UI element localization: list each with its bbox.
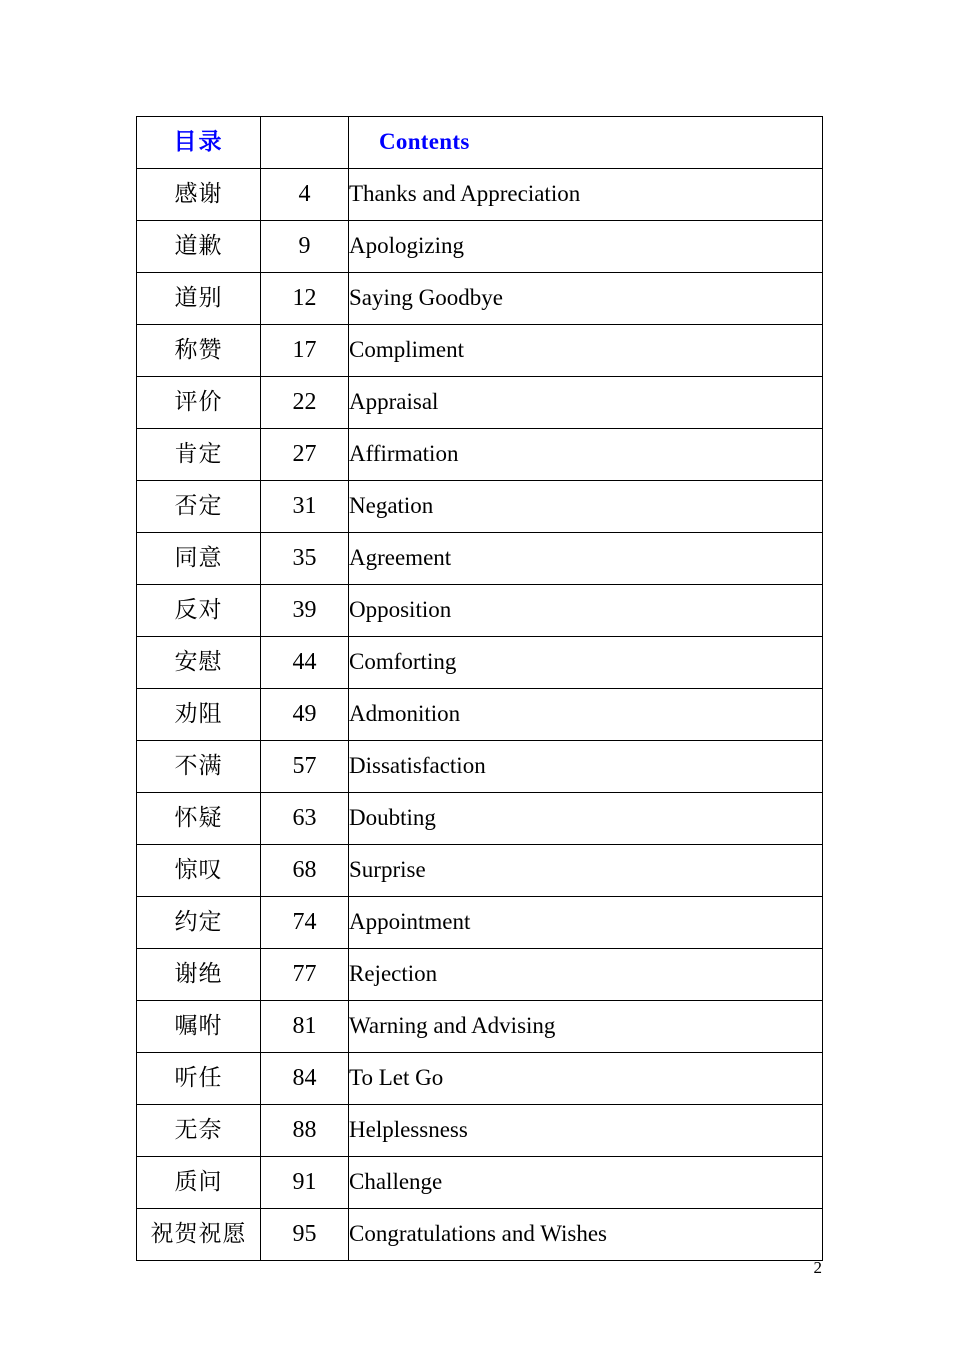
row-page-number: 22 <box>261 377 349 429</box>
row-page-number: 81 <box>261 1001 349 1053</box>
row-english-label: To Let Go <box>349 1053 823 1105</box>
page-number: 2 <box>813 1258 822 1277</box>
row-english-label: Comforting <box>349 637 823 689</box>
row-english-label: Appraisal <box>349 377 823 429</box>
row-page-number: 35 <box>261 533 349 585</box>
table-row <box>137 897 823 949</box>
row-chinese-label: 惊叹 <box>137 845 261 897</box>
row-page-number: 39 <box>261 585 349 637</box>
row-chinese-label: 怀疑 <box>137 793 261 845</box>
row-page-number: 9 <box>261 221 349 273</box>
row-chinese-label: 同意 <box>137 533 261 585</box>
table-row <box>137 1053 823 1105</box>
row-english-label: Helplessness <box>349 1105 823 1157</box>
row-chinese-label: 道歉 <box>137 221 261 273</box>
row-english-label: Opposition <box>349 585 823 637</box>
table-row <box>137 949 823 1001</box>
row-chinese-label: 嘱咐 <box>137 1001 261 1053</box>
row-page-number: 12 <box>261 273 349 325</box>
table-of-contents <box>136 116 823 1261</box>
row-page-number: 88 <box>261 1105 349 1157</box>
row-english-label: Apologizing <box>349 221 823 273</box>
table-row <box>137 273 823 325</box>
row-english-label: Thanks and Appreciation <box>349 169 823 221</box>
table-row <box>137 377 823 429</box>
row-page-number: 27 <box>261 429 349 481</box>
toc-table-body <box>137 117 823 1261</box>
row-english-label: Agreement <box>349 533 823 585</box>
row-english-label: Surprise <box>349 845 823 897</box>
table-row <box>137 169 823 221</box>
row-page-number: 68 <box>261 845 349 897</box>
table-row <box>137 533 823 585</box>
table-row <box>137 585 823 637</box>
row-chinese-label: 祝贺祝愿 <box>137 1209 261 1261</box>
row-chinese-label: 无奈 <box>137 1105 261 1157</box>
row-page-number: 84 <box>261 1053 349 1105</box>
row-chinese-label: 肯定 <box>137 429 261 481</box>
row-english-label: Saying Goodbye <box>349 273 823 325</box>
table-row <box>137 637 823 689</box>
table-row <box>137 845 823 897</box>
table-row <box>137 429 823 481</box>
row-chinese-label: 道别 <box>137 273 261 325</box>
table-row <box>137 1157 823 1209</box>
table-row <box>137 1209 823 1261</box>
row-english-label: Dissatisfaction <box>349 741 823 793</box>
header-chinese-title: 目录 <box>137 117 261 169</box>
table-row <box>137 793 823 845</box>
header-english-title: Contents <box>349 117 823 169</box>
row-page-number: 91 <box>261 1157 349 1209</box>
row-english-label: Congratulations and Wishes <box>349 1209 823 1261</box>
row-chinese-label: 不满 <box>137 741 261 793</box>
row-page-number: 74 <box>261 897 349 949</box>
table-row <box>137 1105 823 1157</box>
row-english-label: Rejection <box>349 949 823 1001</box>
row-chinese-label: 评价 <box>137 377 261 429</box>
table-row <box>137 1001 823 1053</box>
table-row <box>137 221 823 273</box>
row-chinese-label: 质问 <box>137 1157 261 1209</box>
row-chinese-label: 称赞 <box>137 325 261 377</box>
row-page-number: 77 <box>261 949 349 1001</box>
row-english-label: Warning and Advising <box>349 1001 823 1053</box>
row-english-label: Affirmation <box>349 429 823 481</box>
row-english-label: Appointment <box>349 897 823 949</box>
row-chinese-label: 约定 <box>137 897 261 949</box>
table-row <box>137 481 823 533</box>
row-english-label: Admonition <box>349 689 823 741</box>
header-page-column <box>261 117 349 169</box>
row-chinese-label: 反对 <box>137 585 261 637</box>
table-row <box>137 325 823 377</box>
row-chinese-label: 谢绝 <box>137 949 261 1001</box>
table-row <box>137 689 823 741</box>
row-english-label: Negation <box>349 481 823 533</box>
row-chinese-label: 否定 <box>137 481 261 533</box>
row-chinese-label: 劝阻 <box>137 689 261 741</box>
row-page-number: 95 <box>261 1209 349 1261</box>
row-chinese-label: 听任 <box>137 1053 261 1105</box>
row-english-label: Doubting <box>349 793 823 845</box>
row-page-number: 17 <box>261 325 349 377</box>
row-page-number: 4 <box>261 169 349 221</box>
row-page-number: 63 <box>261 793 349 845</box>
row-page-number: 31 <box>261 481 349 533</box>
table-row <box>137 741 823 793</box>
row-page-number: 44 <box>261 637 349 689</box>
row-english-label: Compliment <box>349 325 823 377</box>
row-chinese-label: 安慰 <box>137 637 261 689</box>
row-page-number: 49 <box>261 689 349 741</box>
row-chinese-label: 感谢 <box>137 169 261 221</box>
table-header-row <box>137 117 823 169</box>
row-english-label: Challenge <box>349 1157 823 1209</box>
row-page-number: 57 <box>261 741 349 793</box>
